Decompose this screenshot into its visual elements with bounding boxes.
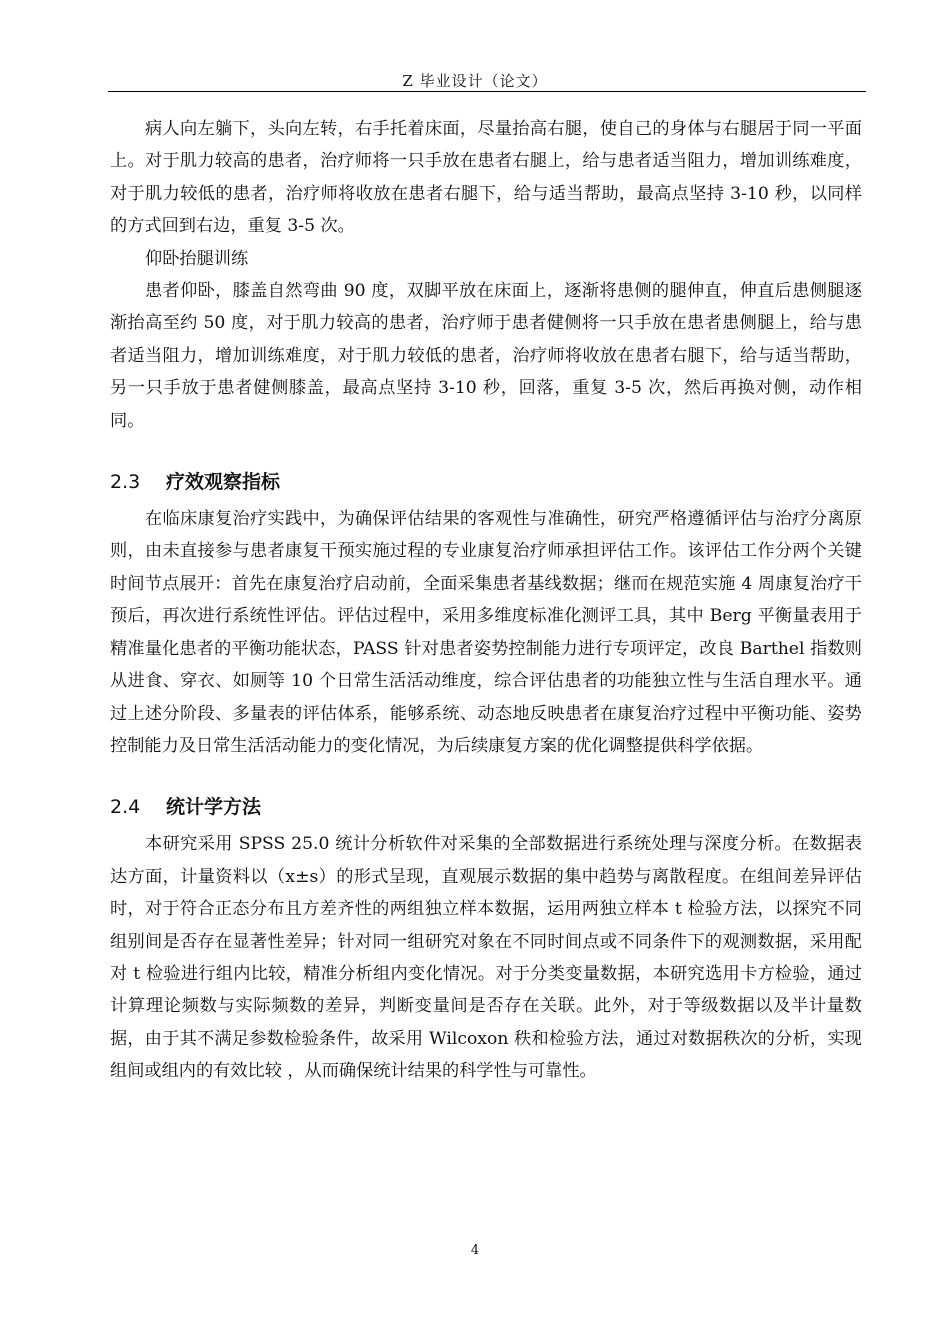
paragraph-outcome-measures: 在临床康复治疗实践中，为确保评估结果的客观性与准确性，研究严格遵循评估与治疗分离原则，由未直接参与患者康复干预实施过程的专业康复治疗师承担评估工作。该评估工作分两个关键时间节点展开：首先在康复治疗启动前，全面采集患者基线数据；继而在规范实施 4 周康复治疗干预后，再次进行系统性评估。评估过程中，采用多维度标准化测评工具，其中 Berg 平衡量表用于精准量化患者的平衡功能状态，PASS 针对患者姿势控制能力进行专项评定，改良 Barthel 指数则从进食、穿衣、如厕等 10 个日常生活活动维度，综合评估患者的功能独立性与生活自理水平。通过上述分阶段、多量表的评估体系，能够系统、动态地反映患者在康复治疗过程中平衡功能、姿势控制能力及日常生活活动能力的变化情况，为后续康复方案的优化调整提供科学依据。	[110, 509, 862, 756]
paragraph-statistical-methods: 本研究采用 SPSS 25.0 统计分析软件对采集的全部数据进行系统处理与深度分析。在数据表达方面，计量资料以（x±s）的形式呈现，直观展示数据的集中趋势与离散程度。在组间差异评估时，对于符合正态分布且方差齐性的两组独立样本数据，运用两独立样本 t 检验方法，以探究不同组别间是否存在显著性差异；针对同一组研究对象在不同时间点或不同条件下的观测数据，采用配对 t 检验进行组内比较，精准分析组内变化情况。对于分类变量数据，本研究选用卡方检验，通过计算理论频数与实际频数的差异，判断变量间是否存在关联。此外，对于等级数据以及半计量数据，由于其不满足参数检验条件，故采用 Wilcoxon 秩和检验方法，通过对数据秩次的分析，实现组间或组内的有效比较 ，从而确保统计结果的科学性与可靠性。	[110, 834, 862, 1082]
page-content	[110, 113, 862, 1088]
section-number: 2.3	[110, 471, 141, 494]
section-heading-2-3	[110, 468, 862, 496]
section-title: 统计学方法	[166, 796, 262, 819]
page-number: 4	[470, 1243, 480, 1258]
header-divider	[108, 91, 866, 92]
section-number: 2.4	[110, 796, 141, 819]
running-header: Z 毕业设计（论文）	[402, 72, 548, 90]
subheading-supine-leg-raise: 仰卧抬腿训练	[145, 248, 249, 269]
section-heading-2-4	[110, 793, 862, 821]
paragraph-side-lying-leg-raise: 病人向左躺下，头向左转，右手托着床面，尽量抬高右腿，使自己的身体与右腿居于同一平面上。对于肌力较高的患者，治疗师将一只手放在患者右腿上，给与患者适当阻力，增加训练难度，对于肌力较低的患者，治疗师将收放在患者右腿下，给与适当帮助，最高点坚持 3-10 秒，以同样的方式回到右边，重复 3-5 次。	[110, 119, 862, 237]
paragraph-supine-leg-raise: 患者仰卧，膝盖自然弯曲 90 度，双脚平放在床面上，逐渐将患侧的腿伸直，伸直后患侧腿逐渐抬高至约 50 度，对于肌力较高的患者，治疗师于患者健侧将一只手放在患者患侧腿上，给与患者适当阻力，增加训练难度，对于肌力较低的患者，治疗师将收放在患者右腿下，给与适当帮助，另一只手放于患者健侧膝盖，最高点坚持 3-10 秒，回落，重复 3-5 次，然后再换对侧，动作相同。	[110, 281, 862, 431]
section-title: 疗效观察指标	[166, 471, 281, 494]
